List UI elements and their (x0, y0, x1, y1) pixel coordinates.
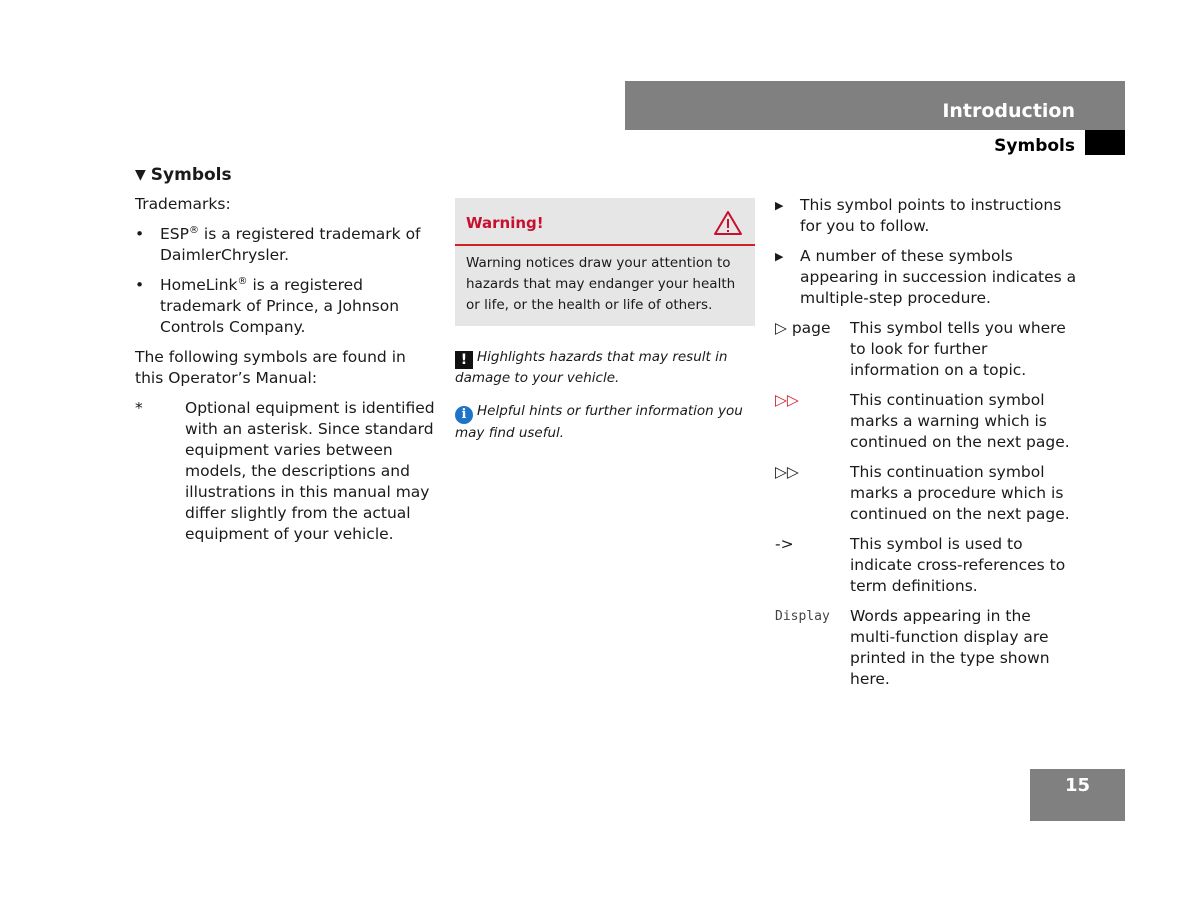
trademarks-label: Trademarks: (135, 195, 231, 213)
right-column (775, 195, 1080, 699)
triangle-down-icon: ▼ (135, 167, 146, 183)
section-marker (1085, 130, 1125, 155)
chapter-title: Introduction (942, 100, 1075, 122)
play-arrow-icon: ▶ (775, 250, 784, 263)
instruction-item: ▶ This symbol points to instructions for you to follow. (775, 196, 1062, 235)
asterisk-symbol: * (135, 399, 143, 417)
symbol-description: This symbol tells you where to look for further information on a topic. (850, 319, 1066, 379)
middle-column (455, 198, 755, 443)
symbol-label: ▷▷ (775, 463, 799, 481)
info-icon: i (455, 406, 473, 424)
warning-body: Warning notices draw your attention to hazards that may endanger your health or life, or the health or life of others. (466, 255, 736, 313)
info-note: i Helpful hints or further information you may find useful. (455, 403, 743, 441)
section-title: Symbols (994, 136, 1075, 156)
asterisk-description: Optional equipment is identified with an asterisk. Since standard equipment varies between models, the descriptions and illustrations in this manual may differ slightly from the actual equipment of your vehicle. (185, 399, 435, 543)
symbol-description: This continuation symbol marks a warning which is continued on the next page. (850, 391, 1070, 451)
symbol-description: Words appearing in the multi-function display are printed in the type shown here. (850, 607, 1050, 688)
symbol-label: Display (775, 609, 830, 624)
left-column (135, 165, 435, 554)
instruction-item: ▶ A number of these symbols appearing in succession indicates a multiple-step procedure. (775, 247, 1077, 307)
intro-text: The following symbols are found in this Operator’s Manual: (135, 348, 406, 387)
warning-box (455, 198, 755, 326)
symbol-row (775, 606, 1080, 690)
symbol-row (775, 390, 1080, 453)
page-number: 15 (1030, 769, 1125, 821)
section-heading: ▼ Symbols (135, 165, 232, 185)
list-item: • ESP® is a registered trademark of DaimlerChrysler. (135, 224, 421, 264)
symbol-label: ▷▷ (775, 391, 799, 409)
play-arrow-icon: ▶ (775, 199, 784, 212)
symbol-label: ▷ page (775, 319, 831, 337)
list-item: • HomeLink® is a registered trademark of Prince, a Johnson Controls Company. (135, 275, 400, 336)
warning-triangle-icon (713, 210, 743, 236)
symbol-row (775, 462, 1080, 525)
exclamation-icon: ! (455, 351, 473, 369)
bullet-icon: • (135, 225, 145, 243)
symbol-label: -> (775, 535, 794, 553)
hazard-note: ! Highlights hazards that may result in damage to your vehicle. (455, 349, 728, 386)
symbol-description: This continuation symbol marks a procedure which is continued on the next page. (850, 463, 1070, 523)
warning-title: Warning! (466, 213, 544, 232)
symbol-description: This symbol is used to indicate cross-references to term definitions. (850, 535, 1066, 595)
bullet-icon: • (135, 276, 145, 294)
definition-item (135, 398, 435, 545)
symbol-row (775, 318, 1080, 381)
symbol-row (775, 534, 1080, 597)
